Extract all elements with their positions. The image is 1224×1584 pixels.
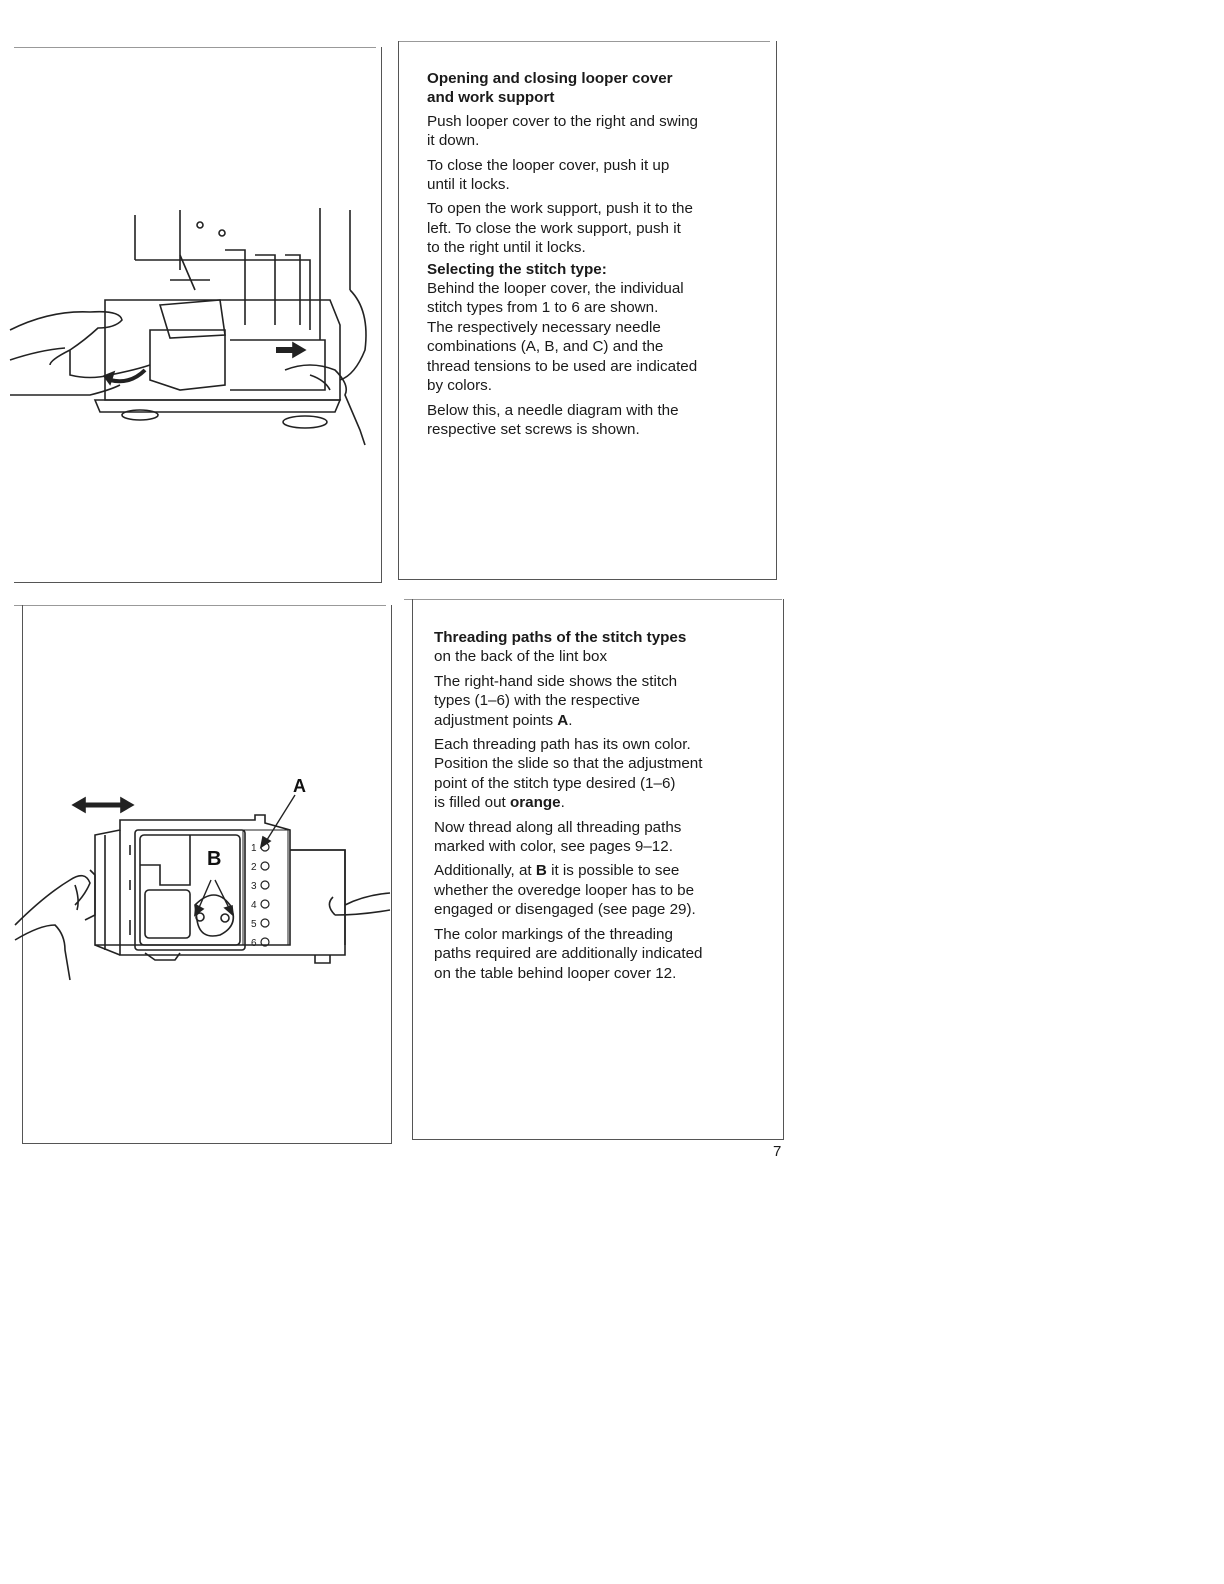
scale-label-5: 5 xyxy=(251,919,257,930)
scale-point-4 xyxy=(261,900,269,908)
section1-heading-line2: and work support xyxy=(427,89,555,107)
section2-heading-sub: on the back of the lint box xyxy=(434,648,608,666)
section1-para1 xyxy=(427,112,772,151)
scale-label-1: 1 xyxy=(251,843,257,854)
section1-heading xyxy=(427,69,772,108)
section1-heading-line1: Opening and closing looper cover xyxy=(427,70,673,87)
text-line: marked with color, see pages 9–12. xyxy=(434,838,673,856)
section1-para3 xyxy=(427,199,772,257)
bold-text: orange xyxy=(509,794,561,812)
text-line: thread tensions to be used are indicated xyxy=(427,357,698,375)
section1-text xyxy=(427,69,772,444)
page-number: 7 xyxy=(773,1143,782,1160)
text-line: by colors. xyxy=(427,377,492,395)
text-line: it is possible to see xyxy=(546,862,680,880)
section2-heading: Threading paths of the stitch types xyxy=(434,629,687,646)
figure1-illustration xyxy=(10,200,390,480)
text-line: paths required are additionally indicated xyxy=(434,945,703,963)
text-line: Position the slide so that the adjustment xyxy=(434,755,703,773)
section1-para5 xyxy=(427,401,772,440)
text-line: The color markings of the threading xyxy=(434,925,673,943)
text-line: on the table behind looper cover 12. xyxy=(434,964,677,982)
section1-para4 xyxy=(427,279,772,395)
text-line: The right-hand side shows the stitch xyxy=(434,672,678,690)
text-line: Now thread along all threading paths xyxy=(434,818,682,836)
text-line: combinations (A, B, and C) and the xyxy=(427,338,664,356)
scale-label-6: 6 xyxy=(251,938,257,949)
text-line: To close the looper cover, push it up xyxy=(427,156,670,174)
figure2-illustration xyxy=(15,775,395,995)
text-line: left. To close the work support, push it xyxy=(427,219,681,237)
label-b: B xyxy=(207,848,222,870)
text-line: is filled out xyxy=(434,794,510,812)
section2-para1 xyxy=(434,672,779,730)
scale-point-3 xyxy=(261,881,269,889)
text-line: Each threading path has its own color. xyxy=(434,736,691,754)
text-line: to the right until it locks. xyxy=(427,239,586,257)
text-line: adjustment points xyxy=(434,711,558,729)
scale-point-2 xyxy=(261,862,269,870)
text-line: . xyxy=(568,711,573,729)
bold-text: A xyxy=(557,711,569,729)
section2-para2 xyxy=(434,735,779,813)
text-line: Behind the looper cover, the individual xyxy=(427,280,684,298)
text-line: it down. xyxy=(427,132,480,150)
text-line: Below this, a needle diagram with the xyxy=(427,401,679,419)
section2-para3 xyxy=(434,818,779,857)
text-line: The respectively necessary needle xyxy=(427,318,661,336)
text-line: point of the stitch type desired (1–6) xyxy=(434,774,676,792)
text-line: . xyxy=(560,794,565,812)
text-line: types (1–6) with the respective xyxy=(434,692,640,710)
text-line: Push looper cover to the right and swing xyxy=(427,112,699,130)
section1-para2 xyxy=(427,156,772,195)
scale-point-5 xyxy=(261,919,269,927)
label-a: A xyxy=(293,776,306,796)
scale-label-3: 3 xyxy=(251,881,257,892)
text-line: stitch types from 1 to 6 are shown. xyxy=(427,299,659,317)
text-line: respective set screws is shown. xyxy=(427,420,640,438)
section2-para4 xyxy=(434,861,779,919)
bold-text: B xyxy=(535,862,547,880)
scale-label-2: 2 xyxy=(251,862,257,873)
section2-para5 xyxy=(434,925,779,983)
scale-label-4: 4 xyxy=(251,900,257,911)
text-line: until it locks. xyxy=(427,176,510,194)
section2-text xyxy=(434,628,779,988)
text-line: Additionally, at xyxy=(434,862,536,880)
text-line: whether the overedge looper has to be xyxy=(434,881,695,899)
text-line: engaged or disengaged (see page 29). xyxy=(434,901,696,919)
text-line: To open the work support, push it to the xyxy=(427,200,693,218)
section1-subheading: Selecting the stitch type: xyxy=(427,260,607,278)
section2-heading-block xyxy=(434,628,779,667)
